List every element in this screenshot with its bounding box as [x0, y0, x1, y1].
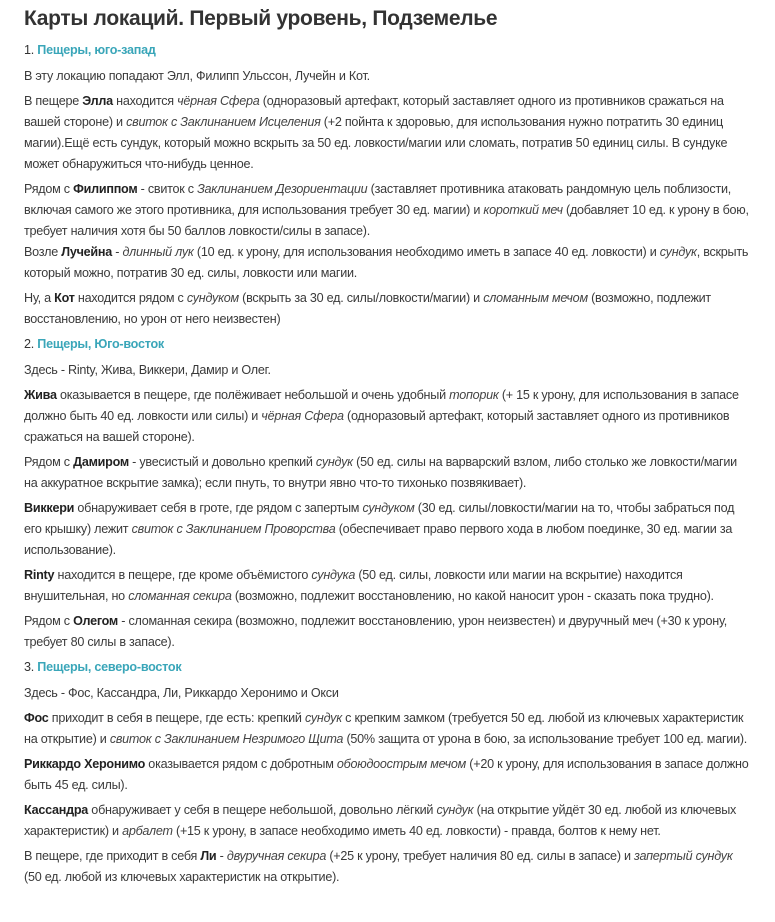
character-name: Олегом	[73, 614, 118, 628]
text-run: (50 ед. любой из ключевых характеристик на открытие).	[24, 870, 340, 884]
item-name: сундука	[311, 568, 356, 582]
paragraph	[24, 498, 751, 561]
paragraph	[24, 91, 751, 175]
item-name: сундуком	[362, 501, 415, 515]
section-number: 3.	[24, 660, 38, 674]
text-run: (50 ед. силы на варварский взлом, либо столько же ловкости/магии на аккуратное вскрытие замка); если пнуть, то внутри явно что-то тихонько позвякивает).	[24, 455, 737, 490]
text-run: (вскрыть за 30 ед. силы/ловкости/магии) и	[238, 291, 484, 305]
item-name: сундуком	[186, 291, 239, 305]
text-run: (30 ед. силы/ловкости/магии на то, чтобы забраться под его крышку) лежит	[24, 501, 735, 536]
item-name: чёрная Сфера	[177, 94, 260, 108]
text-run: находится рядом с	[74, 291, 187, 305]
text-run: находится в пещере, где кроме объёмистого	[54, 568, 312, 582]
character-name: Кот	[54, 291, 75, 305]
item-name: арбалет	[122, 824, 173, 838]
character-name: Жива	[24, 388, 57, 402]
text-run: (добавляет 10 ед. к урону в бою, требует наличия хотя бы 50 баллов ловкости/силы в запасе).	[24, 203, 749, 238]
text-run: (возможно, подлежит восстановлению, но урон от него неизвестен)	[24, 291, 711, 326]
paragraph	[24, 360, 751, 381]
text-run: (+20 к урону, для использования в запасе должно быть 45 ед. силы).	[24, 757, 749, 792]
page-title: Карты локаций. Первый уровень, Подземелье	[24, 7, 498, 30]
item-name: длинный лук	[122, 245, 194, 259]
text-run: Здесь - Фос, Кассандра, Ли, Риккардо Херонимо и Окси	[24, 686, 339, 700]
section-heading	[24, 657, 751, 678]
text-run: Рядом с	[24, 182, 74, 196]
text-run: оказывается рядом с добротным	[145, 757, 337, 771]
text-run: (+ 15 к урону, для использования в запасе должно быть 40 ед. ловкости или силы) и	[24, 388, 739, 423]
text-run: (10 ед. к урону, для использования необходимо иметь в запасе 40 ед. ловкости) и	[193, 245, 660, 259]
text-run: оказывается в пещере, где полёживает небольшой и очень удобный	[56, 388, 450, 402]
text-run: (+25 к урону, требует наличия 80 ед. силы в запасе) и	[326, 849, 635, 863]
text-run: (+15 к урону, в запасе необходимо иметь 40 ед. ловкости) - правда, болтов к нему нет.	[172, 824, 661, 838]
section-heading	[24, 334, 751, 355]
item-name: сломанная секира	[128, 589, 232, 603]
section-heading	[24, 40, 751, 61]
text-run: В пещере	[24, 94, 83, 108]
section-title: Пещеры, Юго-восток	[37, 337, 164, 351]
text-run: В эту локацию попадают Элл, Филипп Ульссон, Лучейн и Кот.	[24, 69, 370, 83]
text-run: (+2 пойнта к здоровью, для использования нужно потратить 30 единиц магии).Ещё есть сундук, который можно вскрыть за 50 ед. ловкости/магии или сломать, потратив 50 единиц силы. В сундуке может обнаружиться что-нибудь ценное.	[24, 115, 728, 171]
item-name: сундук	[304, 711, 342, 725]
text-run: Здесь - Rinty, Жива, Виккери, Дамир и Олег.	[24, 363, 271, 377]
paragraph	[24, 66, 751, 87]
item-name: сундук	[315, 455, 353, 469]
item-name: обоюдоострым мечом	[336, 757, 467, 771]
article-body	[24, 40, 751, 888]
section-number: 2.	[24, 337, 38, 351]
paragraph	[24, 846, 751, 888]
text-run: (возможно, подлежит восстановлению, но какой наносит урон - сказать пока трудно).	[231, 589, 714, 603]
paragraph	[24, 708, 751, 750]
item-name: запертый сундук	[634, 849, 733, 863]
paragraph	[24, 754, 751, 796]
text-run: (заставляет противника атаковать рандомную цель поблизости, включая самого же этого противника, для использования требует 30 ед. магии) и	[24, 182, 732, 217]
character-name: Элла	[82, 94, 113, 108]
item-name: двуручная секира	[226, 849, 327, 863]
section-title: Пещеры, юго-запад	[37, 43, 156, 57]
text-run: (обеспечивает право первого хода в любом поединке, 30 ед. магии за использование).	[24, 522, 733, 557]
text-run: Ну, а	[24, 291, 55, 305]
paragraph	[24, 800, 751, 842]
character-name: Лучейна	[61, 245, 113, 259]
text-run: (одноразовый артефакт, который заставляет одного из противников сражаться на вашей стороне).	[24, 409, 730, 444]
paragraph	[24, 179, 751, 242]
character-name: Филиппом	[73, 182, 138, 196]
text-run: находится	[112, 94, 178, 108]
item-name: сундук	[436, 803, 474, 817]
item-name: короткий меч	[483, 203, 563, 217]
text-run: -	[216, 849, 227, 863]
text-run: , вскрыть который можно, потратив 30 ед. силы, ловкости или магии.	[24, 245, 749, 280]
section-number: 1.	[24, 43, 38, 57]
text-run: В пещере, где приходит в себя	[24, 849, 201, 863]
text-run: - увесистый и довольно крепкий	[128, 455, 316, 469]
character-name: Rinty	[24, 568, 55, 582]
text-run: приходит в себя в пещере, где есть: крепкий	[48, 711, 305, 725]
item-name: сундук	[659, 245, 697, 259]
character-name: Фос	[24, 711, 49, 725]
text-run: обнаруживает себя в гроте, где рядом с запертым	[74, 501, 363, 515]
text-run: -	[112, 245, 123, 259]
text-run: (50 ед. силы, ловкости или магии на вскрытие) находится внушительная, но	[24, 568, 683, 603]
item-name: чёрная Сфера	[261, 409, 344, 423]
paragraph	[24, 452, 751, 494]
paragraph	[24, 683, 751, 704]
paragraph	[24, 288, 751, 330]
character-name: Кассандра	[24, 803, 89, 817]
section-title: Пещеры, северо-восток	[37, 660, 182, 674]
text-run: Возле	[24, 245, 62, 259]
character-name: Дамиром	[73, 455, 129, 469]
text-run: с крепким замком (требуется 50 ед. любой из ключевых характеристик на открытие) и	[24, 711, 744, 746]
character-name: Ли	[200, 849, 217, 863]
item-name: топорик	[449, 388, 499, 402]
text-run: (на открытие уйдёт 30 ед. любой из ключевых характеристик) и	[24, 803, 737, 838]
character-name: Риккардо Херонимо	[24, 757, 146, 771]
character-name: Виккери	[24, 501, 75, 515]
text-run: (50% защита от урона в бою, за использование требует 100 ед. магии).	[343, 732, 748, 746]
item-name: сломанным мечом	[483, 291, 588, 305]
item-name: свиток с Заклинанием Проворства	[131, 522, 336, 536]
item-name: свиток с Заклинанием Незримого Щита	[109, 732, 344, 746]
paragraph	[24, 242, 751, 284]
text-run: обнаруживает у себя в пещере небольшой, довольно лёгкий	[88, 803, 437, 817]
text-run: - свиток с	[137, 182, 198, 196]
text-run: (одноразовый артефакт, который заставляет одного из противников сражаться на вашей стороне) и	[24, 94, 724, 129]
text-run: - сломанная секира (возможно, подлежит восстановлению, урон неизвестен) и двуручный меч (+30 к урону, требует 80 силы в запасе).	[24, 614, 728, 649]
item-name: свиток с Заклинанием Исцеления	[126, 115, 321, 129]
paragraph	[24, 385, 751, 448]
paragraph	[24, 565, 751, 607]
paragraph	[24, 611, 751, 653]
text-run: Рядом с	[24, 455, 74, 469]
item-name: Заклинанием Дезориентации	[197, 182, 368, 196]
text-run: Рядом с	[24, 614, 74, 628]
